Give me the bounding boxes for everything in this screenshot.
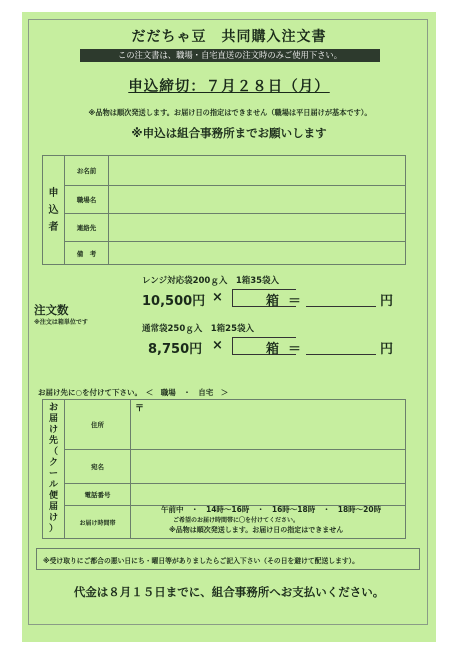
applicant-row-contact[interactable]	[65, 214, 405, 242]
delivery-row-recipient[interactable]	[65, 450, 405, 484]
order-unit-note: ※注文は箱単位です	[34, 319, 88, 326]
delivery-label-char: 便	[48, 491, 58, 501]
product-1-name: レンジ対応袋200ｇ入 1箱35袋入	[142, 276, 280, 286]
delivery-row-label: 住所	[65, 400, 131, 449]
product-2-times: ×	[212, 338, 223, 353]
payment-footer: 代金は８月１５日までに、組合事務所へお支払いください。	[73, 585, 385, 599]
product-2-price: 8,750円	[148, 342, 203, 357]
shipping-note: ※品物は順次発送します。お届け日の指定はできません（職場は平日届けが基本です）。	[88, 108, 372, 117]
product-1-yen: 円	[380, 294, 394, 309]
delivery-label-char: け	[48, 513, 58, 523]
delivery-row-phone[interactable]	[65, 484, 405, 506]
applicant-section	[42, 155, 406, 265]
delivery-label-char: 届	[48, 502, 58, 512]
time-slot-options[interactable]: 午前中 ・ 14時〜16時 ・ 16時〜18時 ・ 18時〜20時	[161, 505, 382, 514]
applicant-label-char: 者	[48, 221, 59, 233]
delivery-label-char: ー	[48, 469, 58, 479]
remark-box[interactable]: ※受け取りにご都合の悪い日にち・曜日等がありましたらご記入下さい（その日を避けて配送します）。	[36, 548, 420, 570]
product-2-equals: ＝	[288, 342, 302, 357]
apply-note: ※申込は組合事務所までお願いします	[131, 126, 327, 140]
delivery-label-char: け	[48, 425, 58, 435]
product-1-equals: ＝	[288, 294, 302, 309]
postal-mark: 〒	[135, 404, 145, 414]
product-1-price: 10,500円	[142, 294, 206, 309]
delivery-row-label: お届け時間帯	[65, 506, 131, 538]
product-1-qty-field[interactable]	[232, 289, 296, 307]
delivery-label-char: ）	[48, 524, 58, 534]
delivery-label-char: お	[48, 403, 58, 413]
delivery-section	[42, 399, 406, 539]
deadline-text: 申込締切：７月２８日（月）	[128, 79, 330, 95]
delivery-label-char: ル	[48, 480, 58, 490]
product-2-name: 通常袋250ｇ入 1箱25袋入	[142, 324, 254, 334]
delivery-label-char: ク	[48, 458, 58, 468]
applicant-label-char: 申	[48, 187, 59, 199]
product-1-total-field[interactable]	[306, 306, 376, 307]
time-slot-warning: ※品物は順次発送します。お届け日の指定はできません	[169, 526, 344, 534]
delivery-label-char: 先	[48, 436, 58, 446]
product-1-box-unit: 箱	[266, 294, 280, 309]
applicant-row-label: 職場名	[65, 186, 109, 213]
usage-banner: この注文書は、職場・自宅直送の注文時のみご使用下さい。	[80, 49, 380, 62]
delivery-label-char: 届	[48, 414, 58, 424]
delivery-label	[43, 400, 65, 538]
delivery-row-label: 電話番号	[65, 484, 131, 505]
form-title: だだちゃ豆 共同購入注文書	[131, 29, 327, 45]
order-form-sheet	[22, 12, 436, 642]
delivery-row-label: 宛名	[65, 450, 131, 483]
order-quantity-label: 注文数	[34, 303, 69, 317]
product-2-box-unit: 箱	[266, 342, 280, 357]
delivery-choice-prompt: お届け先に○を付けて下さい。 ＜ 職場 ・ 自宅 ＞	[38, 388, 229, 397]
applicant-row-label: 備 考	[65, 242, 109, 264]
applicant-label	[43, 156, 65, 264]
product-2-yen: 円	[380, 342, 394, 357]
delivery-label-char: （	[48, 447, 58, 457]
applicant-row-label: 連絡先	[65, 214, 109, 241]
product-2-total-field[interactable]	[306, 354, 376, 355]
delivery-row-time[interactable]	[65, 506, 405, 538]
deadline-heading	[22, 75, 436, 96]
applicant-row-workplace[interactable]	[65, 186, 405, 214]
delivery-row-address[interactable]	[65, 400, 405, 450]
applicant-row-label: お名前	[65, 156, 109, 185]
time-slot-note: ご希望のお届け時間帯に〇を付けてください。	[173, 517, 300, 524]
applicant-row-remarks[interactable]	[65, 242, 405, 264]
applicant-row-name[interactable]	[65, 156, 405, 186]
product-2-qty-field[interactable]	[232, 337, 296, 355]
product-1-times: ×	[212, 290, 223, 305]
applicant-label-char: 込	[48, 204, 59, 216]
